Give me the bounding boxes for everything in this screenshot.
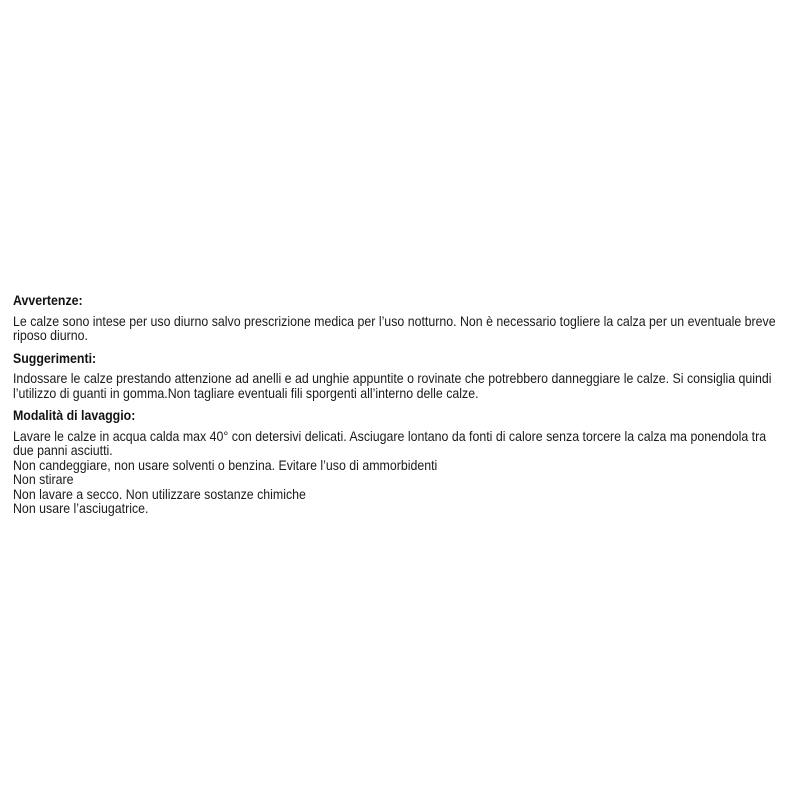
washing-instruction-line: Non usare l’asciugatrice.: [13, 500, 149, 516]
section-suggerimenti: [13, 351, 787, 401]
washing-instruction-line: Lavare le calze in acqua calda max 40° con detersivi delicati. Asciugare lontano da fonti di calore senza torcere la calza ma ponendola tra due panni asciutti.: [13, 427, 767, 458]
washing-instruction-line: Non stirare: [13, 471, 74, 487]
paragraph-avvertenze: Le calze sono intese per uso diurno salvo prescrizione medica per l’uso notturno. Non è necessario togliere la calza per un eventuale breve riposo diurno.: [13, 312, 776, 343]
section-heading-modalita-di-lavaggio: Modalità di lavaggio:: [13, 407, 136, 423]
paragraph-suggerimenti: Indossare le calze prestando attenzione ad anelli e ad unghie appuntite o rovinate che potrebbero danneggiare le calze. Si consiglia quindi l’utilizzo di guanti in gomma.Non tagliare eventuali fili sporgenti all’interno delle calze.: [13, 370, 772, 401]
section-body-modalita-di-lavaggio: [13, 429, 787, 516]
section-modalita-di-lavaggio: [13, 408, 787, 516]
section-heading-suggerimenti: Suggerimenti:: [13, 349, 97, 366]
section-body-avvertenze: [13, 314, 787, 343]
care-instructions-text: [13, 293, 787, 524]
section-heading-avvertenze: Avvertenze:: [13, 292, 83, 308]
section-body-suggerimenti: [13, 371, 787, 400]
washing-instruction-line: Non candeggiare, non usare solventi o benzina. Evitare l’uso di ammorbidenti: [13, 456, 438, 473]
section-avvertenze: [13, 293, 787, 343]
washing-instruction-line: Non lavare a secco. Non utilizzare sostanze chimiche: [13, 485, 306, 502]
